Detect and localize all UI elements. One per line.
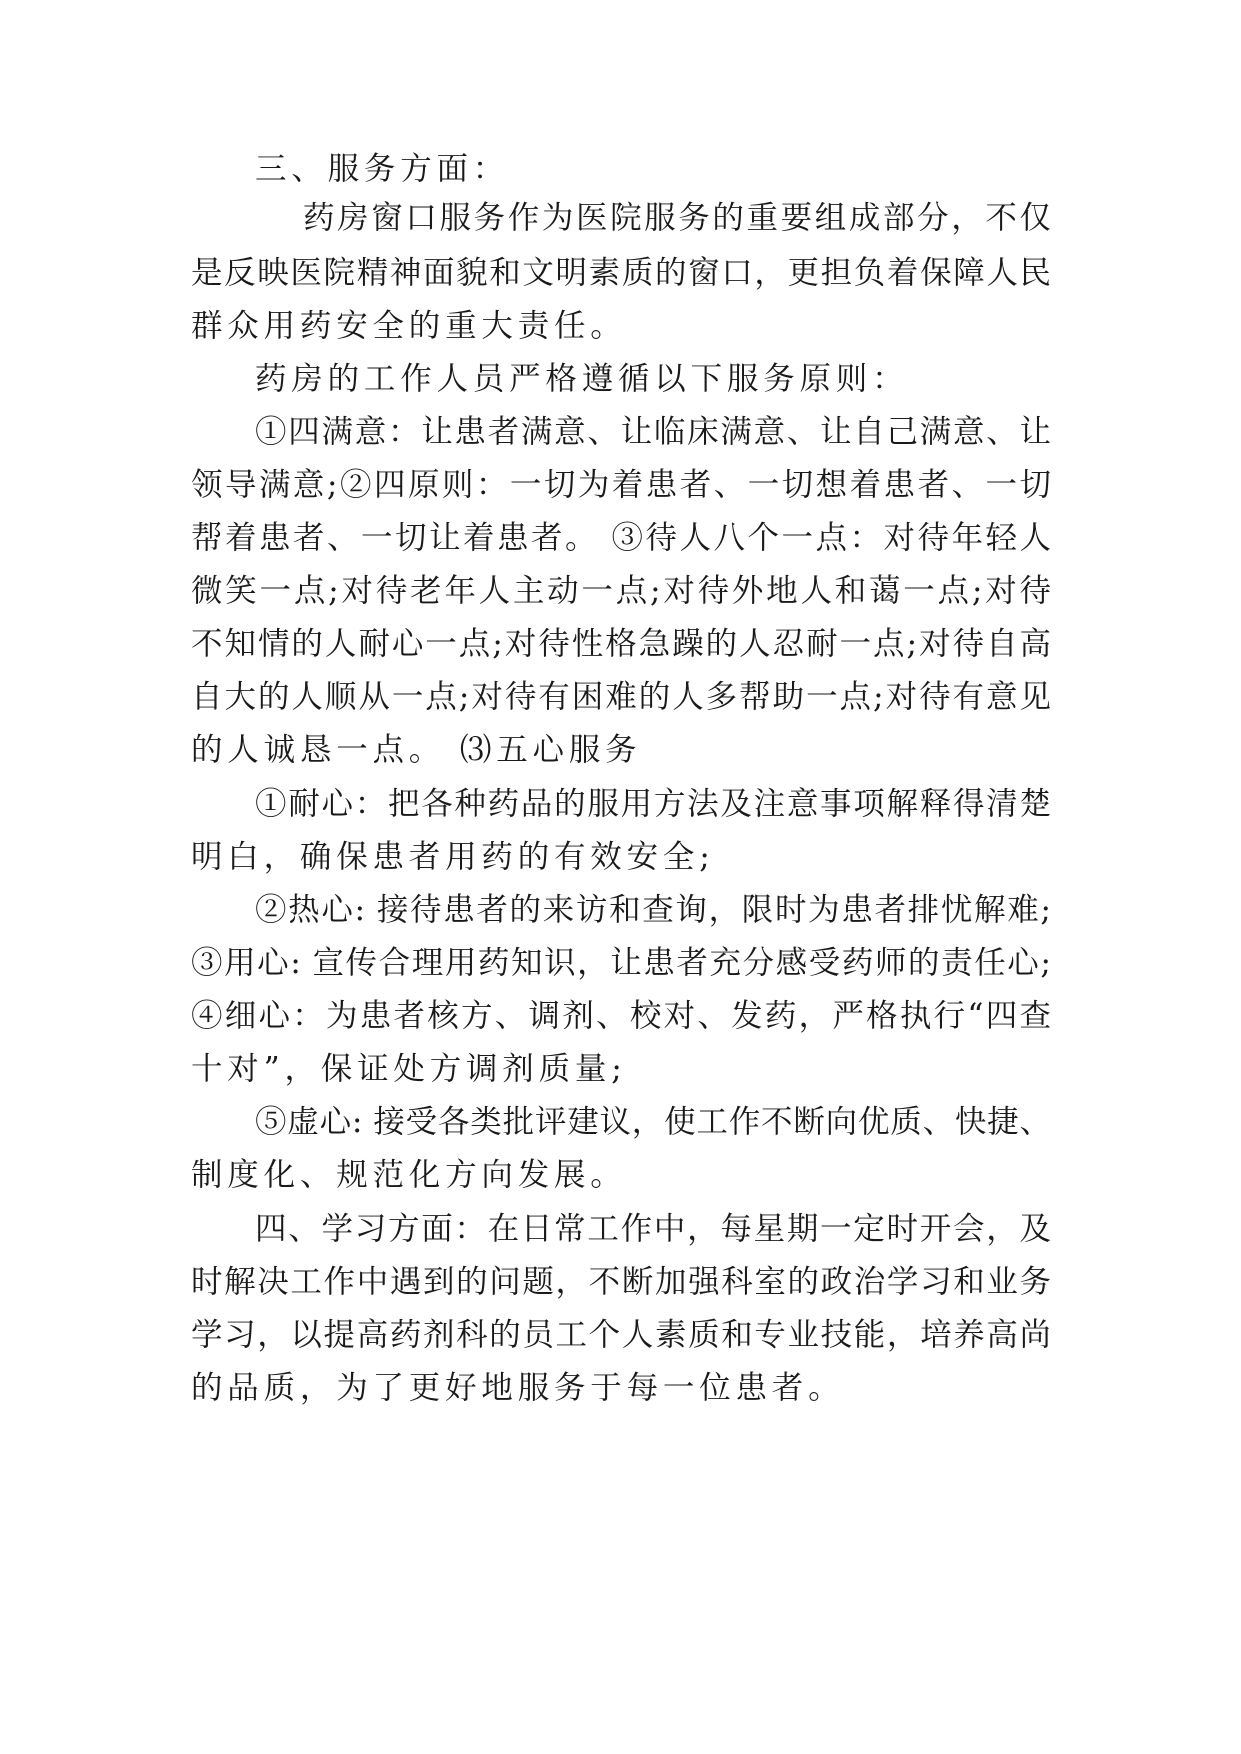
paragraph-line: 帮着患者、一切让着患者。 ③待人八个一点：对待年轻人 bbox=[191, 520, 1051, 556]
paragraph-line: 明白，确保患者用药的有效安全; bbox=[191, 839, 715, 875]
paragraph-line: 微笑一点;对待老年人主动一点;对待外地人和蔼一点;对待 bbox=[191, 573, 1051, 609]
paragraph-line: ①四满意：让患者满意、让临床满意、让自己满意、让 bbox=[255, 414, 1051, 450]
paragraph-line: ③用心: 宣传合理用药知识，让患者充分感受药师的责任心; bbox=[191, 945, 1051, 981]
paragraph-line: ②热心: 接待患者的来访和查询，限时为患者排忧解难; bbox=[255, 892, 1051, 928]
paragraph-line: 不知情的人耐心一点;对待性格急躁的人忍耐一点;对待自高 bbox=[191, 626, 1051, 662]
paragraph-line: 自大的人顺从一点;对待有困难的人多帮助一点;对待有意见 bbox=[191, 679, 1051, 715]
paragraph-line: 的品质，为了更好地服务于每一位患者。 bbox=[191, 1370, 845, 1406]
paragraph-line: 学习，以提高药剂科的员工个人素质和专业技能，培养高尚 bbox=[191, 1317, 1051, 1353]
paragraph-line: 制度化、规范化方向发展。 bbox=[191, 1157, 627, 1193]
paragraph-line: 药房窗口服务作为医院服务的重要组成部分，不仅 bbox=[303, 200, 1051, 236]
paragraph-line: ①耐心：把各种药品的服用方法及注意事项解释得清楚 bbox=[255, 786, 1051, 822]
heading-study: 四、学习方面：在日常工作中，每星期一定时开会，及 bbox=[255, 1211, 1051, 1247]
paragraph-line: 十对”，保证处方调剂质量; bbox=[191, 1051, 627, 1087]
heading-service: 三、服务方面： bbox=[255, 151, 510, 187]
paragraph-line: 时解决工作中遇到的问题，不断加强科室的政治学习和业务 bbox=[191, 1264, 1051, 1300]
paragraph-line: 群众用药安全的重大责任。 bbox=[191, 308, 627, 344]
paragraph-line: 领导满意;②四原则：一切为着患者、一切想着患者、一切 bbox=[191, 467, 1051, 503]
paragraph-line: ④细心：为患者核方、调剂、校对、发药，严格执行“四查 bbox=[191, 998, 1051, 1034]
paragraph-line: 药房的工作人员严格遵循以下服务原则： bbox=[255, 361, 909, 397]
paragraph-line: ⑤虚心: 接受各类批评建议，使工作不断向优质、快捷、 bbox=[255, 1104, 1051, 1140]
paragraph-line: 的人诚恳一点。 ⑶五心服务 bbox=[191, 732, 642, 768]
paragraph-line: 是反映医院精神面貌和文明素质的窗口，更担负着保障人民 bbox=[191, 255, 1051, 291]
